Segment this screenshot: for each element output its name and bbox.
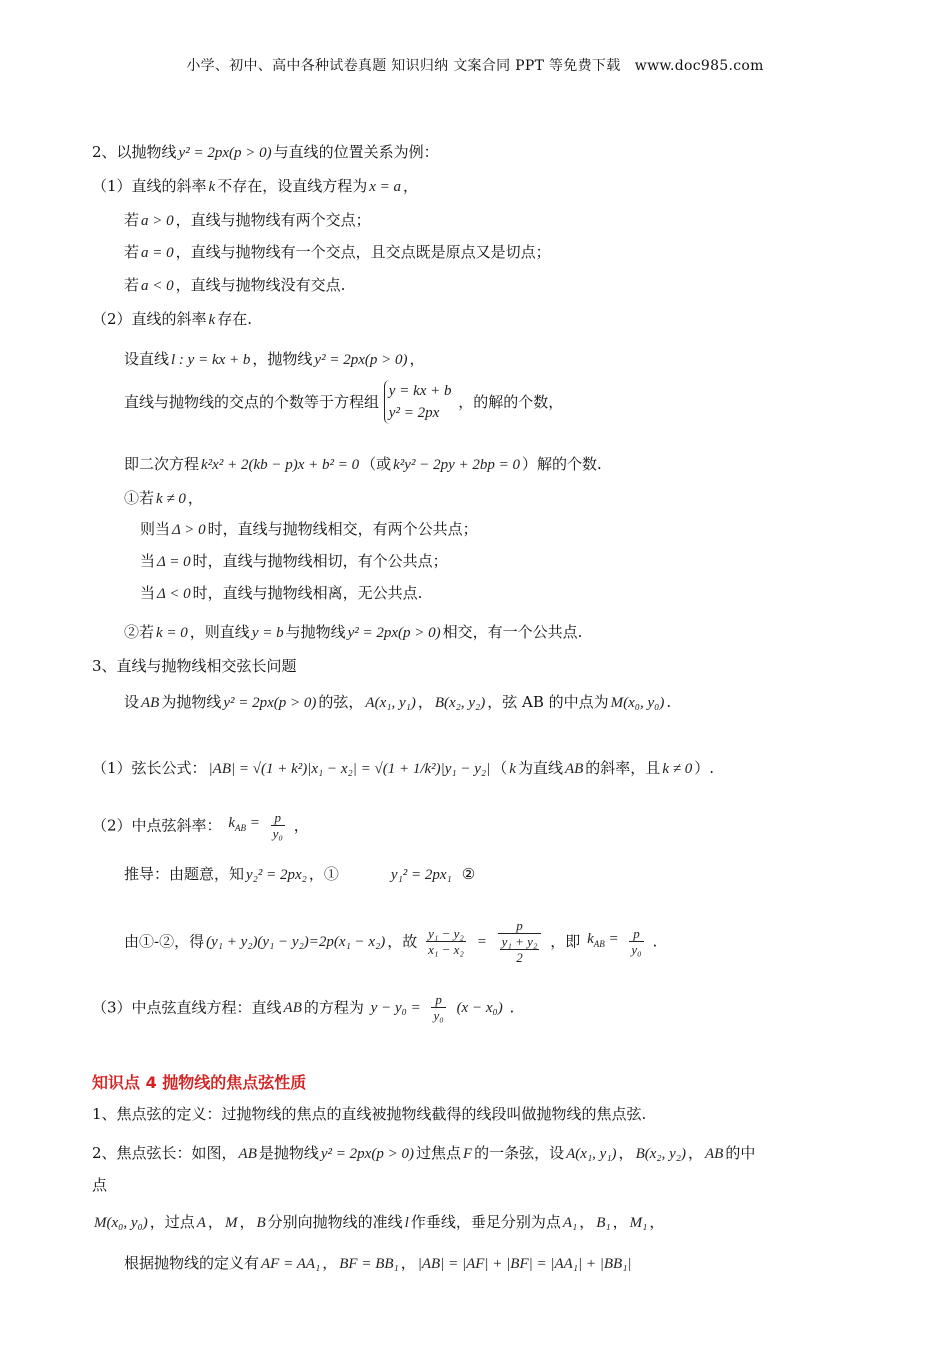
text: 与直线的位置关系为例： bbox=[273, 143, 439, 161]
formula: y − y₀ = bbox=[370, 999, 421, 1016]
formula: AB bbox=[283, 999, 302, 1016]
case-1a bbox=[124, 210, 371, 231]
subtraction-line bbox=[124, 918, 657, 965]
text: ）. bbox=[694, 759, 714, 777]
midpoint-slope bbox=[92, 810, 309, 841]
text: k bbox=[228, 815, 235, 831]
text: ，的解的个数， bbox=[458, 393, 564, 411]
continued-text: 点 bbox=[92, 1176, 108, 1194]
text: 设 bbox=[124, 693, 140, 711]
chord-length-formula bbox=[92, 758, 714, 779]
text: （2）中点弦斜率： bbox=[92, 816, 222, 835]
text: = bbox=[249, 815, 260, 831]
denominator: x₁ − x₂ bbox=[428, 942, 464, 957]
k-nonzero bbox=[124, 488, 203, 509]
text: 的方程为 bbox=[303, 998, 364, 1017]
text: ， bbox=[618, 1144, 634, 1162]
formula: l bbox=[404, 1215, 409, 1231]
text: AB bbox=[235, 823, 246, 833]
formula: AB bbox=[564, 761, 584, 777]
text: 根据抛物线的定义有 bbox=[124, 1254, 260, 1272]
text: ， bbox=[400, 1254, 416, 1272]
case-1b bbox=[124, 242, 551, 263]
denominator: y₀ bbox=[433, 1008, 444, 1023]
text: ，① bbox=[308, 865, 339, 883]
formula: A(x₁, y₁) bbox=[566, 1146, 617, 1162]
formula: AB bbox=[141, 695, 160, 711]
chord-setup bbox=[124, 692, 671, 713]
formula: A bbox=[196, 1215, 206, 1231]
text: 2、焦点弦长：如图， bbox=[92, 1144, 237, 1162]
text: 的斜率，且 bbox=[585, 759, 661, 777]
delta-zero bbox=[140, 551, 448, 572]
text: 为直线 bbox=[517, 759, 563, 777]
formula: y = b bbox=[251, 625, 284, 641]
text: . bbox=[652, 932, 658, 951]
formula: M(x₀, y₀) bbox=[610, 695, 665, 711]
text: ①若 bbox=[124, 489, 155, 507]
text: ， bbox=[687, 1144, 703, 1162]
text: 若 bbox=[124, 211, 140, 229]
text: k bbox=[587, 931, 594, 947]
denominator: y₀ bbox=[631, 942, 642, 957]
formula: |AB| = |AF| + |BF| = |AA₁| + |BB₁| bbox=[417, 1256, 632, 1272]
text: ， bbox=[293, 816, 309, 835]
fraction bbox=[627, 926, 645, 957]
text: （1）直线的斜率 bbox=[92, 177, 207, 195]
formula: k = 0 bbox=[156, 625, 188, 641]
formula: F bbox=[462, 1146, 473, 1162]
text: 作垂线，垂足分别为点 bbox=[410, 1213, 561, 1231]
text: 2、以抛物线 bbox=[92, 143, 177, 161]
formula: k²x² + 2(kb − p)x + b² = 0 bbox=[201, 457, 360, 473]
formula: M bbox=[224, 1215, 238, 1231]
text: （3）中点弦直线方程：直线 bbox=[92, 998, 282, 1017]
midpoint-chord-equation bbox=[92, 992, 514, 1023]
formula: y² = 2px(p > 0) bbox=[347, 625, 441, 641]
formula: Δ > 0 bbox=[172, 522, 206, 538]
numerator: p bbox=[271, 810, 285, 826]
knowledge-point-4-heading: 知识点 4 抛物线的焦点弦性质 bbox=[92, 1073, 307, 1092]
formula: y² = 2px bbox=[388, 405, 440, 421]
formula: y² = 2px(p > 0) bbox=[178, 145, 272, 161]
text: （或 bbox=[361, 455, 392, 473]
formula: a < 0 bbox=[141, 278, 174, 294]
text: 与抛物线 bbox=[285, 623, 346, 641]
text: 则当 bbox=[140, 520, 171, 538]
text: ， bbox=[417, 693, 433, 711]
formula: B(x₂, y₂) bbox=[434, 695, 486, 711]
text: ， bbox=[322, 1254, 338, 1272]
text: ，弦 AB 的中点为 bbox=[487, 693, 609, 711]
text: ， bbox=[403, 177, 419, 195]
derivation-line bbox=[124, 864, 475, 885]
numerator: y₁ + y₂ bbox=[501, 934, 538, 949]
formula: Δ = 0 bbox=[157, 554, 191, 570]
formula: AB bbox=[238, 1146, 257, 1162]
fraction bbox=[496, 918, 544, 965]
formula: k ≠ 0 bbox=[662, 761, 693, 777]
formula: y₂² = 2px₂ bbox=[246, 867, 307, 883]
text: 时，直线与抛物线相交，有两个公共点； bbox=[207, 520, 478, 538]
text: 由①-②，得 bbox=[124, 932, 205, 951]
formula bbox=[226, 813, 262, 838]
formula: (x − x₀) bbox=[456, 999, 503, 1016]
formula: k bbox=[208, 179, 216, 195]
text: 为抛物线 bbox=[161, 693, 222, 711]
formula: M(x₀, y₀) bbox=[94, 1215, 148, 1231]
formula bbox=[585, 929, 621, 954]
text: ，过点 bbox=[149, 1213, 195, 1231]
text: 的弦， bbox=[318, 693, 364, 711]
text: ，故 bbox=[387, 932, 418, 951]
formula: k ≠ 0 bbox=[156, 491, 186, 507]
formula: |AB| = √(1 + k²)|x₁ − x₂| = √(1 + 1/k²)|y₁ − y₂| bbox=[208, 761, 491, 777]
text: 即二次方程 bbox=[124, 455, 200, 473]
text: = bbox=[476, 933, 487, 950]
formula: Δ < 0 bbox=[157, 586, 191, 602]
text: 是抛物线 bbox=[258, 1144, 319, 1162]
delta-positive bbox=[140, 519, 478, 540]
text: （2）直线的斜率 bbox=[92, 310, 207, 328]
text: ， bbox=[649, 1213, 665, 1231]
case-2-line bbox=[92, 309, 252, 330]
formula: y = kx + b bbox=[388, 383, 452, 399]
formula: M₁ bbox=[629, 1215, 648, 1231]
formula: A(x₁, y₁) bbox=[365, 695, 416, 711]
formula: x = a bbox=[369, 179, 402, 195]
focal-chord-definition: 1、焦点弦的定义：过抛物线的焦点的直线被抛物线截得的线段叫做抛物线的焦点弦. bbox=[92, 1105, 647, 1123]
formula: AB bbox=[704, 1146, 724, 1162]
text: ，即 bbox=[550, 932, 581, 951]
formula: y² = 2px(p > 0) bbox=[223, 695, 317, 711]
text: 过焦点 bbox=[415, 1144, 461, 1162]
page-header: 小学、初中、高中各种试卷真题 知识归纳 文案合同 PPT 等免费下载 www.doc985.com bbox=[186, 58, 764, 74]
text: 设直线 bbox=[124, 350, 170, 368]
text: 时，直线与抛物线相离，无公共点. bbox=[192, 584, 423, 602]
text: ，则直线 bbox=[189, 623, 250, 641]
formula: k bbox=[208, 312, 216, 328]
formula: a = 0 bbox=[141, 245, 174, 261]
text: ）解的个数. bbox=[521, 455, 602, 473]
text: AB bbox=[593, 939, 605, 949]
denominator bbox=[498, 934, 542, 965]
formula: y² = 2px(p > 0) bbox=[314, 352, 408, 368]
system-count-line bbox=[124, 380, 563, 424]
parabola-definition-line bbox=[124, 1253, 634, 1274]
text: ， bbox=[612, 1213, 628, 1231]
text: （1）弦长公式： bbox=[92, 759, 207, 777]
formula: a > 0 bbox=[141, 213, 174, 229]
formula: AF = AA₁ bbox=[261, 1256, 321, 1272]
case-1-line bbox=[92, 176, 418, 197]
fraction bbox=[429, 992, 447, 1023]
focal-chord-length bbox=[92, 1143, 755, 1164]
quadratic-line bbox=[124, 454, 602, 475]
text: . bbox=[509, 998, 515, 1017]
text: 存在. bbox=[217, 310, 252, 328]
k-zero bbox=[124, 622, 582, 643]
text: ， bbox=[239, 1213, 255, 1231]
formula: BF = BB₁ bbox=[339, 1256, 399, 1272]
formula: (y₁ + y₂)(y₁ − y₂)=2p(x₁ − x₂) bbox=[206, 933, 386, 950]
text: 若 bbox=[124, 243, 140, 261]
text: 推导：由题意，知 bbox=[124, 865, 245, 883]
numerator: p bbox=[498, 918, 542, 934]
numerator: y₁ − y₂ bbox=[428, 926, 464, 941]
section-3-title: 3、直线与抛物线相交弦长问题 bbox=[92, 657, 297, 675]
text: = bbox=[608, 931, 619, 947]
text: 的一条弦，设 bbox=[474, 1144, 565, 1162]
text: ，抛物线 bbox=[252, 350, 313, 368]
text: ， bbox=[409, 350, 425, 368]
formula: B₁ bbox=[596, 1215, 611, 1231]
text: 当 bbox=[140, 584, 156, 602]
text: ②若 bbox=[124, 623, 155, 641]
text: 的中 bbox=[725, 1144, 756, 1162]
formula: l : y = kx + b bbox=[171, 352, 251, 368]
fraction bbox=[269, 810, 287, 841]
text: ，直线与抛物线有一个交点，且交点既是原点又是切点； bbox=[175, 243, 551, 261]
formula: y₁² = 2px₁ bbox=[390, 867, 452, 883]
text: 若 bbox=[124, 276, 140, 294]
case-1c bbox=[124, 275, 345, 296]
text: 直线与抛物线的交点的个数等于方程组 bbox=[124, 393, 380, 411]
section-2-intro bbox=[92, 142, 439, 163]
text: 时，直线与抛物线相切，有个公共点； bbox=[192, 552, 448, 570]
formula: B bbox=[256, 1215, 266, 1231]
denominator: y₀ bbox=[272, 826, 283, 841]
formula: k²y² − 2py + 2bp = 0 bbox=[393, 457, 520, 473]
text: ，直线与抛物线有两个交点； bbox=[175, 211, 371, 229]
text: 不存在，设直线方程为 bbox=[217, 177, 368, 195]
text: ， bbox=[187, 489, 203, 507]
text: . bbox=[666, 693, 672, 711]
text: ，直线与抛物线没有交点. bbox=[175, 276, 346, 294]
set-line bbox=[124, 349, 424, 370]
perpendicular-line bbox=[92, 1212, 664, 1233]
fraction bbox=[424, 926, 468, 957]
formula: B(x₂, y₂) bbox=[635, 1146, 686, 1162]
text: ② bbox=[461, 865, 476, 883]
text: ， bbox=[579, 1213, 595, 1231]
equation-system bbox=[384, 380, 454, 424]
text: ， bbox=[207, 1213, 223, 1231]
text: 相交，有一个公共点. bbox=[442, 623, 583, 641]
text: （ bbox=[492, 759, 508, 777]
formula: y² = 2px(p > 0) bbox=[320, 1146, 414, 1162]
numerator: p bbox=[629, 926, 643, 942]
text: 当 bbox=[140, 552, 156, 570]
delta-negative bbox=[140, 583, 422, 604]
numerator: p bbox=[431, 992, 445, 1008]
text: 分别向抛物线的准线 bbox=[267, 1213, 403, 1231]
formula: k bbox=[509, 761, 516, 777]
denominator: 2 bbox=[516, 950, 523, 965]
formula: A₁ bbox=[562, 1215, 578, 1231]
